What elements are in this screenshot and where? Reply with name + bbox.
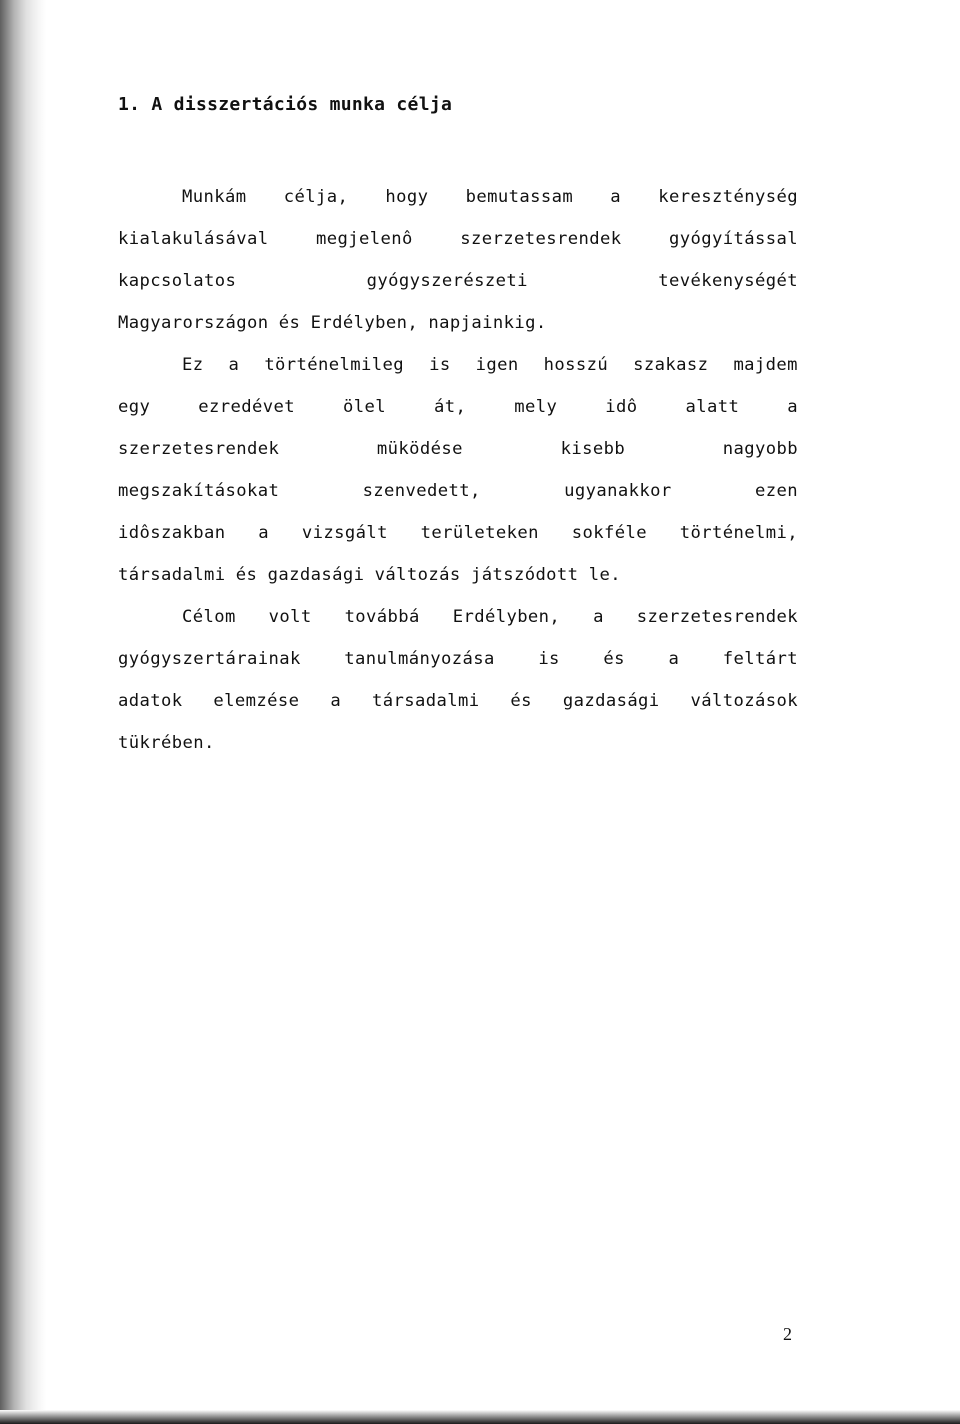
word: Erdélyben, (310, 313, 419, 333)
word: egy (118, 397, 151, 417)
word: tanulmányozása (344, 649, 495, 669)
word: célja, (283, 187, 349, 207)
word: a (787, 397, 798, 417)
scan-edge-shadow (0, 0, 46, 1424)
text-line (118, 512, 798, 554)
word: és (603, 649, 625, 669)
word: vizsgált (301, 523, 388, 543)
word: és (235, 565, 258, 585)
word: le. (588, 565, 621, 585)
word: a (330, 691, 342, 711)
word: szenvedett, (362, 481, 481, 501)
word: kialakulásával (118, 229, 269, 249)
word: szerzetesrendek (118, 439, 280, 459)
word: ugyanakkor (564, 481, 672, 501)
text-line (118, 596, 798, 638)
text-line (118, 470, 798, 512)
word: adatok (118, 691, 183, 711)
text-line (118, 302, 798, 344)
text-line (118, 176, 798, 218)
word: területeken (420, 523, 539, 543)
word: a (228, 355, 240, 375)
word: tevékenységét (658, 271, 798, 291)
word: is (429, 355, 451, 375)
word: ezen (754, 481, 798, 501)
word: müködése (376, 439, 463, 459)
word: és (278, 313, 301, 333)
word: alatt (685, 397, 740, 417)
word: sokféle (571, 523, 647, 543)
text-line (118, 680, 798, 722)
word: Magyarországon (118, 313, 269, 333)
text-line (118, 344, 798, 386)
word: Ez (182, 355, 204, 375)
word: hosszú (543, 355, 609, 375)
word: bemutassam (465, 187, 574, 207)
scan-bottom-edge (0, 1410, 960, 1424)
word: tükrében. (118, 733, 215, 753)
word: elemzése (213, 691, 300, 711)
word: nagyobb (722, 439, 798, 459)
word: játszódott (470, 565, 579, 585)
word: a (258, 523, 270, 543)
text-line (118, 722, 798, 764)
word: igen (475, 355, 519, 375)
word: idôszakban (118, 523, 226, 543)
word: szakasz (633, 355, 709, 375)
word: továbbá (344, 607, 420, 627)
word: gyógyítással (669, 229, 798, 249)
word: a (593, 607, 604, 627)
word: Célom (182, 607, 236, 627)
word: idô (605, 397, 638, 417)
word: ölel (342, 397, 386, 417)
word: változások (690, 691, 798, 711)
word: a (610, 187, 622, 207)
word: is (538, 649, 560, 669)
text-line (118, 386, 798, 428)
text-line (118, 218, 798, 260)
page-number: 2 (783, 1324, 792, 1344)
word: napjainkig. (428, 313, 547, 333)
word: szerzetesrendek (636, 607, 798, 627)
word: megjelenô (316, 229, 413, 249)
word: feltárt (722, 649, 798, 669)
text-line (118, 638, 798, 680)
word: és (510, 691, 532, 711)
word: gazdasági (562, 691, 660, 711)
section-heading: 1. A disszertációs munka célja (118, 94, 453, 115)
word: kereszténység (658, 187, 798, 207)
text-line (118, 554, 798, 596)
word: a (668, 649, 680, 669)
text-line (118, 260, 798, 302)
word: át, (433, 397, 467, 417)
word: Erdélyben, (452, 607, 561, 627)
text-line (118, 428, 798, 470)
word: ezredévet (198, 397, 295, 417)
word: történelmi, (679, 523, 798, 543)
word: mely (514, 397, 558, 417)
word: volt (268, 607, 312, 627)
body-text (118, 176, 798, 764)
word: kisebb (560, 439, 626, 459)
word: gyógyszertárainak (118, 649, 301, 669)
word: majdem (733, 355, 798, 375)
word: szerzetesrendek (460, 229, 622, 249)
word: megszakításokat (118, 481, 280, 501)
word: hogy (385, 187, 429, 207)
word: gyógyszerészeti (366, 271, 528, 291)
word: kapcsolatos (118, 271, 237, 291)
word: Munkám (182, 187, 247, 207)
word: társadalmi (372, 691, 480, 711)
word: változás (374, 565, 461, 585)
word: történelmileg (264, 355, 405, 375)
word: gazdasági (267, 565, 365, 585)
word: társadalmi (118, 565, 226, 585)
